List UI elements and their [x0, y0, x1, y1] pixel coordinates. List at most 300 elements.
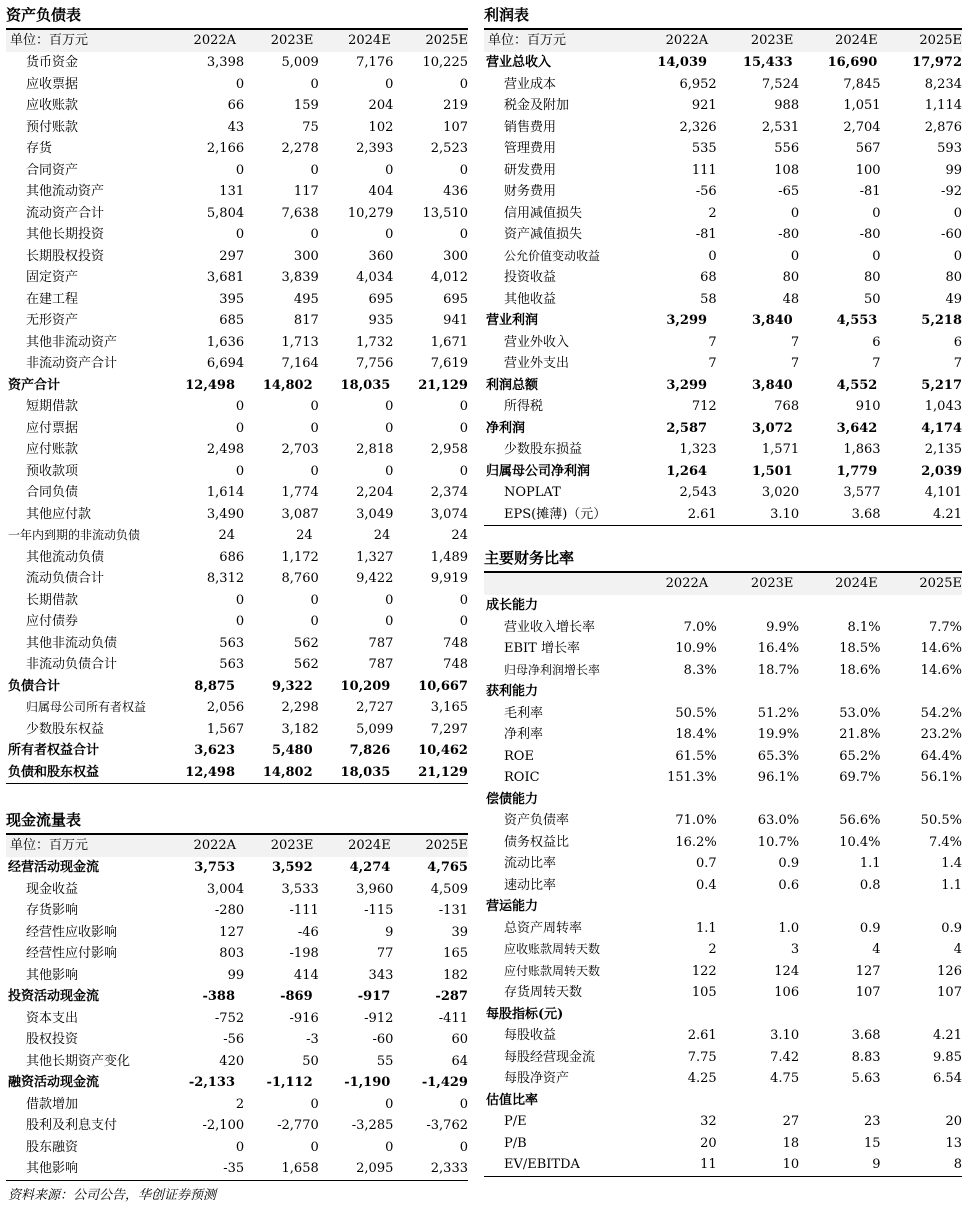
- row-value: 0.6: [778, 877, 800, 893]
- row-value: 131: [219, 184, 245, 199]
- row-value: -46: [297, 924, 319, 940]
- row-value: 3,087: [281, 506, 319, 522]
- row-value: 6,694: [206, 356, 245, 371]
- row-value: 0: [385, 76, 394, 92]
- row-value: 14.6%: [920, 641, 962, 656]
- row-value: 124: [774, 963, 800, 979]
- table-row: [6, 1051, 468, 1073]
- balance-sheet-table: [6, 2, 468, 784]
- table-row: [484, 1068, 962, 1090]
- row-value: 2,531: [761, 119, 800, 135]
- row-label: 应付票据: [26, 420, 79, 436]
- row-value: 7.0%: [683, 619, 717, 635]
- row-value: 0: [235, 76, 245, 92]
- row-value: 1,571: [761, 442, 800, 457]
- row-value: 4,101: [924, 485, 962, 500]
- row-value: 2,135: [924, 442, 962, 457]
- row-value: 593: [937, 141, 962, 156]
- row-value: 1,501: [752, 463, 793, 479]
- row-value: 18.4%: [675, 727, 717, 742]
- row-label: 应付账款周转天数: [504, 963, 601, 978]
- row-value: 7,638: [281, 205, 319, 221]
- row-value: 15,433: [742, 55, 793, 70]
- row-value: 404: [368, 184, 394, 199]
- header-year: 2023E: [270, 33, 314, 48]
- row-value: 8,760: [281, 571, 319, 586]
- row-value: 23.2%: [920, 727, 962, 742]
- row-value: [793, 789, 878, 811]
- row-value: 5,218: [921, 313, 962, 328]
- row-value: -280: [214, 903, 245, 918]
- row-value: -80: [859, 227, 881, 242]
- row-label: 其他非流动负债: [26, 635, 118, 651]
- row-value: 748: [443, 635, 468, 651]
- header-unit-label: 单位：百万元: [10, 838, 89, 853]
- row-value: 0: [459, 76, 468, 92]
- table-row: [484, 1004, 962, 1026]
- financial-ratios-title: 主要财务比率: [484, 545, 962, 573]
- table-row: [484, 617, 962, 639]
- table-row: [6, 482, 468, 504]
- row-value: 2,374: [430, 485, 468, 500]
- row-value: [793, 1004, 878, 1026]
- row-value: -2,100: [202, 1118, 245, 1133]
- row-value: 0: [310, 162, 319, 178]
- table-row: [484, 353, 962, 375]
- row-label: 其他非流动资产: [26, 334, 118, 350]
- row-value: -3,762: [426, 1118, 468, 1133]
- row-value: 107: [937, 985, 962, 1000]
- row-value: 4: [872, 942, 881, 957]
- row-value: [625, 1090, 707, 1112]
- row-value: 0.9: [941, 920, 962, 936]
- row-value: 9: [872, 1157, 881, 1172]
- row-label: 现金收益: [26, 881, 79, 897]
- row-value: 3,490: [206, 506, 245, 522]
- row-value: 21,129: [418, 764, 468, 780]
- table-row: [6, 74, 468, 96]
- row-value: 19.9%: [757, 727, 800, 742]
- row-value: 23: [864, 1114, 881, 1129]
- row-value: 80: [782, 270, 800, 285]
- row-label: 净利率: [504, 727, 544, 742]
- row-label: EPS(摊薄)（元）: [504, 506, 607, 522]
- row-value: 1,636: [206, 334, 245, 350]
- row-value: -1,190: [344, 1075, 391, 1090]
- row-value: 4,765: [427, 860, 468, 875]
- row-value: 0: [310, 463, 319, 479]
- table-row: [6, 52, 468, 74]
- table-row: [484, 1154, 962, 1176]
- row-value: 0: [385, 420, 394, 436]
- row-value: 99: [945, 162, 962, 178]
- row-label: 资产减值损失: [504, 227, 583, 242]
- row-value: 4,509: [430, 881, 468, 897]
- row-value: 2: [708, 942, 717, 957]
- table-row: [6, 857, 468, 879]
- row-value: 10,462: [418, 743, 468, 758]
- row-value: [625, 595, 707, 617]
- row-value: 108: [774, 162, 800, 178]
- row-label: 其他长期资产变化: [26, 1053, 131, 1069]
- table-row: [484, 246, 962, 268]
- row-value: 9,422: [356, 571, 394, 586]
- row-value: 3,577: [843, 485, 881, 500]
- row-value: 787: [368, 657, 394, 672]
- row-value: [707, 789, 793, 811]
- row-value: 50.5%: [920, 813, 962, 828]
- row-value: 10,667: [418, 678, 468, 694]
- row-value: 0: [385, 614, 394, 629]
- row-value: 0: [310, 614, 319, 629]
- row-value: 51.2%: [757, 705, 800, 721]
- row-label: 财务费用: [504, 184, 557, 199]
- row-value: 0: [790, 248, 800, 264]
- table-row: [6, 965, 468, 987]
- table-row: [6, 719, 468, 741]
- header-year: 2023E: [270, 838, 314, 853]
- row-value: 7,297: [430, 721, 468, 737]
- row-value: 6,952: [679, 76, 717, 92]
- row-value: [877, 896, 962, 918]
- row-label: 营业利润: [486, 313, 539, 328]
- row-value: 159: [293, 98, 319, 113]
- row-value: 0.8: [859, 877, 881, 893]
- row-value: -411: [438, 1010, 468, 1026]
- row-value: 107: [855, 985, 881, 1000]
- row-value: 2,056: [206, 700, 245, 715]
- row-value: [877, 789, 962, 811]
- row-value: -131: [438, 903, 468, 918]
- table-row: [484, 482, 962, 504]
- table-row: [484, 203, 962, 225]
- row-label: 偿债能力: [486, 791, 539, 807]
- row-value: 6: [872, 334, 881, 350]
- row-value: 988: [774, 98, 800, 113]
- row-label: 公允价值变动收益: [504, 248, 601, 263]
- row-value: [625, 896, 707, 918]
- row-value: 1,327: [356, 549, 394, 565]
- row-label: 归属母公司净利润: [486, 463, 591, 479]
- row-value: 7,619: [430, 356, 468, 371]
- row-label: 经营性应收影响: [26, 924, 118, 940]
- table-row: [6, 203, 468, 225]
- table-row: [484, 418, 962, 440]
- row-value: 151.3%: [667, 770, 717, 785]
- row-value: 4,274: [349, 860, 391, 875]
- table-row: [484, 638, 962, 660]
- row-value: 126: [937, 963, 962, 979]
- row-value: 0: [235, 227, 245, 242]
- row-value: [707, 681, 793, 703]
- row-value: -3: [306, 1032, 319, 1047]
- row-value: 8,875: [194, 678, 235, 694]
- row-value: 0: [459, 592, 468, 608]
- row-value: 50: [864, 291, 881, 307]
- row-value: 1,323: [679, 442, 717, 457]
- table-row: [6, 1094, 468, 1116]
- row-value: 0: [953, 248, 962, 264]
- row-value: 1,863: [843, 442, 881, 457]
- row-value: 3,398: [206, 55, 245, 70]
- header-year: 2023E: [750, 33, 794, 48]
- row-value: 0: [310, 227, 319, 242]
- row-value: 535: [691, 141, 717, 156]
- row-value: 563: [219, 635, 245, 651]
- row-value: [793, 896, 878, 918]
- row-value: 3,049: [356, 506, 394, 522]
- row-value: 3,840: [752, 313, 793, 328]
- row-value: 563: [219, 657, 245, 672]
- row-value: 3,592: [271, 860, 313, 875]
- table-row: [484, 660, 962, 682]
- row-value: 1,671: [430, 334, 468, 350]
- row-value: 3,839: [281, 270, 319, 285]
- row-label: 非流动负债合计: [26, 657, 118, 672]
- table-row: [484, 461, 962, 483]
- row-value: 0: [235, 1139, 245, 1155]
- row-value: -1,429: [421, 1075, 468, 1090]
- row-value: 1,779: [836, 463, 878, 479]
- row-value: 685: [219, 313, 245, 328]
- row-value: 4,174: [921, 420, 962, 436]
- row-value: 7.7%: [928, 619, 962, 635]
- table-row: [484, 1025, 962, 1047]
- row-value: 2,958: [430, 442, 468, 457]
- row-label: 股利及利息支付: [26, 1118, 118, 1133]
- table-row: [6, 1158, 468, 1180]
- row-label: 负债和股东权益: [8, 764, 100, 780]
- row-label: 应付债券: [26, 614, 79, 629]
- row-value: 0: [459, 1139, 468, 1155]
- row-value: 712: [691, 399, 717, 414]
- row-label: 无形资产: [26, 313, 79, 328]
- row-value: 12,498: [185, 377, 235, 393]
- table-row: [484, 332, 962, 354]
- row-value: 5,009: [281, 55, 319, 70]
- header-year: 2024E: [348, 838, 391, 853]
- row-value: 567: [855, 141, 881, 156]
- row-value: 3,840: [752, 377, 793, 393]
- row-value: -2,133: [188, 1075, 235, 1090]
- table-row: [6, 762, 468, 784]
- row-value: -2,770: [277, 1118, 319, 1133]
- header-year: 2022A: [193, 33, 237, 48]
- row-value: 7: [708, 334, 717, 350]
- row-value: 80: [864, 270, 881, 285]
- row-value: 6: [953, 334, 962, 350]
- row-value: 300: [293, 248, 319, 264]
- row-label: 每股收益: [504, 1028, 557, 1043]
- row-value: 300: [443, 248, 468, 264]
- table-row: [484, 504, 962, 526]
- row-value: 50.5%: [675, 705, 717, 721]
- income-statement-table: [484, 2, 962, 526]
- row-label: 存货: [26, 141, 53, 156]
- table-row: [6, 879, 468, 901]
- table-row: [484, 595, 962, 617]
- table-row: [6, 160, 468, 182]
- row-value: 21.8%: [839, 727, 881, 742]
- row-value: 13,510: [422, 205, 468, 221]
- row-value: 0: [235, 592, 245, 608]
- row-value: 1,489: [430, 549, 468, 565]
- row-value: 10.4%: [839, 834, 881, 850]
- row-value: 3.10: [770, 1028, 800, 1043]
- row-value: 7: [953, 356, 962, 371]
- row-value: 60: [451, 1032, 468, 1047]
- row-value: [877, 1004, 962, 1026]
- row-value: 2,523: [430, 141, 468, 156]
- row-value: 1.1: [696, 920, 717, 936]
- row-value: 2.61: [687, 1028, 717, 1043]
- row-label: 应收账款: [26, 98, 79, 113]
- row-value: 562: [293, 657, 319, 672]
- cash-flow-body: [6, 857, 468, 1181]
- row-label: 归母净利润增长率: [504, 662, 601, 677]
- table-row: [6, 900, 468, 922]
- row-value: 14,802: [262, 764, 313, 780]
- row-value: 55: [376, 1053, 394, 1069]
- row-value: 0: [310, 399, 319, 414]
- row-value: 0: [235, 399, 245, 414]
- table-row: [6, 246, 468, 268]
- row-value: 2: [235, 1096, 245, 1112]
- row-value: 8.83: [851, 1049, 881, 1065]
- table-row: [6, 1072, 468, 1094]
- table-row: [484, 289, 962, 311]
- row-value: 8,312: [206, 571, 245, 586]
- row-value: 9.85: [933, 1049, 962, 1065]
- row-value: -111: [289, 903, 319, 918]
- row-value: 4,552: [836, 377, 878, 393]
- row-value: 941: [443, 313, 468, 328]
- row-value: 3,299: [666, 313, 708, 328]
- row-value: 0: [872, 248, 881, 264]
- row-value: -56: [223, 1032, 245, 1047]
- row-value: 0.9: [778, 856, 800, 871]
- row-value: 0: [385, 227, 394, 242]
- row-value: 0: [385, 463, 394, 479]
- table-row: [6, 654, 468, 676]
- row-value: -115: [364, 903, 394, 918]
- row-value: 1,114: [924, 98, 962, 113]
- table-row: [484, 95, 962, 117]
- row-value: 65.2%: [839, 748, 881, 764]
- row-label: 流动负债合计: [26, 571, 105, 586]
- row-label: 其他影响: [26, 1161, 79, 1176]
- row-value: 43: [227, 119, 245, 135]
- table-row: [484, 724, 962, 746]
- row-value: 0: [459, 399, 468, 414]
- row-value: 20: [700, 1135, 717, 1151]
- row-label: 成长能力: [486, 598, 539, 613]
- row-value: 10.7%: [757, 834, 800, 850]
- row-value: 787: [368, 635, 394, 651]
- row-value: 18.6%: [839, 662, 881, 678]
- row-value: 3,020: [761, 485, 800, 500]
- balance-sheet-title: 资产负债表: [6, 2, 468, 30]
- header-year: 2022A: [665, 576, 709, 591]
- row-value: -56: [695, 184, 717, 199]
- row-value: [625, 1004, 707, 1026]
- header-year: 2025E: [425, 33, 469, 48]
- row-value: 0: [708, 248, 717, 264]
- row-value: 3,642: [836, 420, 878, 436]
- header-year: 2024E: [348, 33, 391, 48]
- row-value: 13: [945, 1135, 962, 1151]
- row-label: 每股指标(元): [486, 1006, 564, 1022]
- row-label: 股东融资: [26, 1139, 79, 1155]
- row-label: 研发费用: [504, 162, 557, 178]
- row-label: 合同负债: [26, 485, 79, 500]
- row-value: 7.75: [687, 1049, 717, 1065]
- row-value: 56.1%: [920, 770, 962, 785]
- row-value: 803: [219, 946, 245, 961]
- row-value: 4,034: [356, 270, 394, 285]
- row-label: 融资活动现金流: [8, 1075, 100, 1090]
- row-value: 0: [235, 162, 245, 178]
- table-row: [484, 181, 962, 203]
- table-row: [6, 943, 468, 965]
- row-value: 20: [945, 1114, 962, 1129]
- financial-ratios-body: [484, 595, 962, 1177]
- table-row: [484, 767, 962, 789]
- row-value: 2,393: [356, 141, 394, 156]
- row-value: -60: [941, 227, 962, 242]
- table-row: [6, 439, 468, 461]
- row-value: -287: [435, 989, 468, 1004]
- row-value: 122: [691, 963, 717, 979]
- row-label: P/E: [504, 1114, 527, 1129]
- row-value: 2.61: [687, 506, 717, 522]
- table-row: [484, 789, 962, 811]
- row-value: 2,326: [679, 119, 717, 135]
- row-label: 管理费用: [504, 141, 557, 156]
- header-year: 2022A: [665, 33, 709, 48]
- row-value: 53.0%: [839, 705, 881, 721]
- row-value: [707, 1090, 793, 1112]
- row-value: [707, 595, 793, 617]
- table-row: [6, 181, 468, 203]
- row-value: 64.4%: [920, 748, 962, 764]
- row-value: 0: [310, 1096, 319, 1112]
- row-value: 3,165: [430, 700, 468, 715]
- row-value: 127: [219, 924, 245, 940]
- row-value: -81: [695, 227, 717, 242]
- table-row: [6, 138, 468, 160]
- header-year: 2022A: [193, 838, 237, 853]
- table-row: [6, 461, 468, 483]
- row-value: 3,533: [281, 881, 319, 897]
- row-value: 65.3%: [757, 748, 800, 764]
- cash-flow-header: [6, 835, 468, 857]
- row-label: 合同资产: [26, 162, 79, 178]
- row-value: 2,727: [356, 700, 394, 715]
- header-year: 2023E: [750, 576, 794, 591]
- row-value: 127: [855, 963, 881, 979]
- row-value: 18,035: [340, 377, 391, 393]
- row-label: 营运能力: [486, 899, 539, 914]
- row-value: 5,804: [206, 205, 245, 221]
- row-label: 预付账款: [26, 119, 79, 135]
- row-value: 64: [451, 1053, 468, 1069]
- row-label: 流动比率: [504, 856, 557, 871]
- row-value: 0: [872, 205, 881, 221]
- row-value: 16.4%: [757, 641, 800, 656]
- row-value: 21,129: [418, 377, 468, 393]
- row-label: 其他流动负债: [26, 549, 105, 565]
